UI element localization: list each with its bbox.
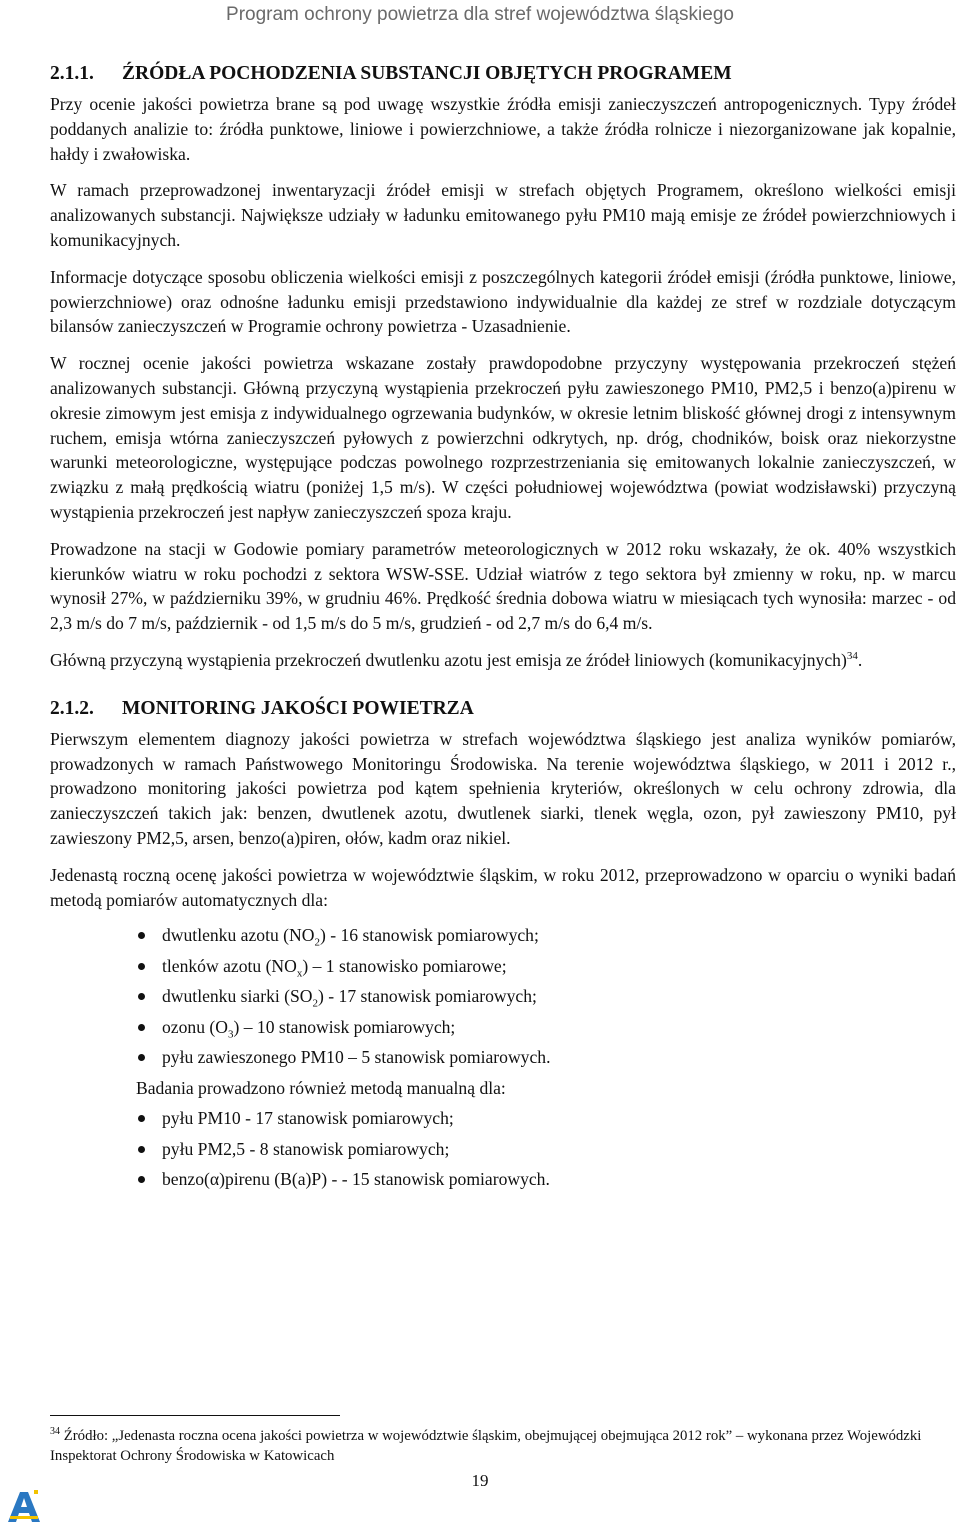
list-item: dwutlenku azotu $(NO_2) - 16$ stanowisk pomiarowych; <box>50 920 956 951</box>
page-number: 19 <box>471 1471 489 1490</box>
paragraph: W ramach przeprowadzonej inwentaryzacji źródeł emisji w strefach objętych Programem, określono wielkości emisji analizowanych substancji. Największe udziały w ładunku emitowanego pyłu PM10 mają emisje ze źródeł powierzchniowych i komunikacyjnych. <box>50 180 956 250</box>
list-item: pyłu PM2,5 - 8 stanowisk pomiarowych; <box>50 1134 956 1165</box>
bullet-icon <box>138 1146 145 1153</box>
section-number: 2.1.1. <box>50 63 94 84</box>
footnote <box>50 1426 930 1466</box>
paragraph <box>50 648 956 673</box>
paragraph: Pierwszym elementem diagnozy jakości powietrza w strefach województwa śląskiego jest analiza wyników pomiarów, prowadzonych w ramach Państwowego Monitoringu Środowiska. Na terenie województwa śląskiego, w 2011 i 2012 r., prowadzono monitoring jakości powietrza pod kątem spełnienia kryteriów, określonych w celu ochrony zdrowia, dla zanieczyszczeń takich jak: benzen, dwutlenek azotu, dwutlenek siarki, tlenek węgla, ozon, pył zawieszony PM10, pył zawieszony PM2,5, arsen, benzo(a)piren, ołów, kadm oraz nikiel. <box>50 728 956 848</box>
bullet-icon <box>138 1176 145 1183</box>
bullet-icon <box>138 1115 145 1122</box>
bullet-icon <box>138 1024 145 1031</box>
manual-measurements-list <box>50 1103 956 1195</box>
bullet-icon <box>138 963 145 970</box>
footnote-number: 34 <box>50 1426 60 1438</box>
paragraph-end: . <box>857 649 863 670</box>
footnote-divider <box>50 1415 340 1416</box>
list-item: pyłu zawieszonego PM10 – 5 stanowisk pomiarowych. <box>50 1042 956 1073</box>
paragraph: Przy ocenie jakości powietrza brane są pod uwagę wszystkie źródła emisji zanieczyszczeń antropogenicznych. Typy źródeł poddanych analizie to: źródła punktowe, liniowe i powierzchniowe, a także źródła rolnicze i niezorganizowane jak kopalnie, hałdy i zwałowiska. <box>50 94 956 164</box>
list-item: tlenków azotu $(NO_x) - 1$ stanowisko pomiarowe; <box>50 951 956 982</box>
list-item: ozonu $(O_3) - 10$ stanowisk pomiarowych; <box>50 1012 956 1043</box>
paragraph: Prowadzone na stacji w Godowie pomiary parametrów meteorologicznych w 2012 roku wskazały, że ok. 40% wszystkich kierunków wiatru w roku pochodzi z sektora WSW-SSE. Udział wiatrów z tego sektora był zmienny w roku, np. w marcu wynosił 27%, w październiku 39%, w grudniu 46%. Prędkość średnia dobowa wiatru w miesiącach tych wynosiła: marzec - od 2,3 m/s do 7 m/s, październik - od 1,5 m/s do 5 m/s, grudzień - od 2,7 m/s do 6,4 m/s. <box>50 538 956 634</box>
paragraph: W rocznej ocenie jakości powietrza wskazane zostały prawdopodobne przyczyny występowania przekroczeń stężeń analizowanych substancji. Główną przyczyną wystąpienia przekroczeń pyłu zawieszonego PM10, PM2,5 i benzo(a)pirenu w okresie zimowym jest emisja z indywidualnego ogrzewania budynków, w okresie letnim bliskość głównej drogi z intensywnym ruchem, emisja wtórna zanieczyszczeń pyłowych z powierzchni odkrytych, np. dróg, chodników, boisk oraz niekorzystne warunki meteorologiczne, występujące podczas powolnego rozprzestrzeniania się emitowanych lokalnie zanieczyszczeń, w związku z małą prędkością wiatru (poniżej 1,5 m/s). W części południowej województwa (powiat wodzisławski) przyczyną wystąpienia przekroczeń jest napływ zanieczyszczeń spoza kraju. <box>50 353 956 522</box>
footnote-text: Źródło: „Jedenasta roczna ocena jakości powietrza w województwie śląskim, obejmującej obejmująca 2012 rok” – wykonana przez Wojewódzki Inspektorat Ochrony Środowiska w Katowicach <box>50 1428 922 1464</box>
list-item: pyłu PM10 - 17 stanowisk pomiarowych; <box>50 1103 956 1134</box>
manual-list-intro: Badania prowadzono również metodą manualną dla: <box>136 1077 506 1098</box>
section-title: MONITORING JAKOŚCI POWIETRZA <box>122 697 474 719</box>
automatic-measurements-list <box>50 920 956 1073</box>
footnote-reference[interactable]: 34 <box>846 650 858 663</box>
list-item: dwutlenku siarki $(SO_2) - 17$ stanowisk pomiarowych; <box>50 981 956 1012</box>
section-heading-monitoring <box>50 697 956 721</box>
publisher-logo-icon <box>4 1486 44 1526</box>
list-item: benzo(α)pirenu (B(a)P) - - 15 stanowisk pomiarowych. <box>50 1164 956 1195</box>
section-title: ŹRÓDŁA POCHODZENIA SUBSTANCJI OBJĘTYCH PROGRAMEM <box>122 63 732 84</box>
page-header: Program ochrony powietrza dla stref województwa śląskiego <box>226 4 734 25</box>
bullet-icon <box>138 993 145 1000</box>
document-body <box>50 62 956 1195</box>
bullet-icon <box>138 932 145 939</box>
paragraph: Informacje dotyczące sposobu obliczenia wielkości emisji z poszczególnych kategorii źródeł emisji (źródła punktowe, liniowe, powierzchniowe) oraz odnośne ładunku emisji przedstawiono indywidualnie dla każdej ze stref w rozdziale dotyczącym bilansów zanieczyszczeń w Programie ochrony powietrza - Uzasadnienie. <box>50 266 956 337</box>
paragraph: Jedenastą roczną ocenę jakości powietrza w województwie śląskim, w roku 2012, przeprowadzono w oparciu o wyniki badań metodą pomiarów automatycznych dla: <box>50 864 956 910</box>
paragraph-text: Główną przyczyną wystąpienia przekroczeń dwutlenku azotu jest emisja ze źródeł liniowych (komunikacyjnych) <box>50 649 847 670</box>
bullet-icon <box>138 1054 145 1061</box>
section-number: 2.1.2. <box>50 697 94 719</box>
section-heading-sources <box>50 62 956 86</box>
